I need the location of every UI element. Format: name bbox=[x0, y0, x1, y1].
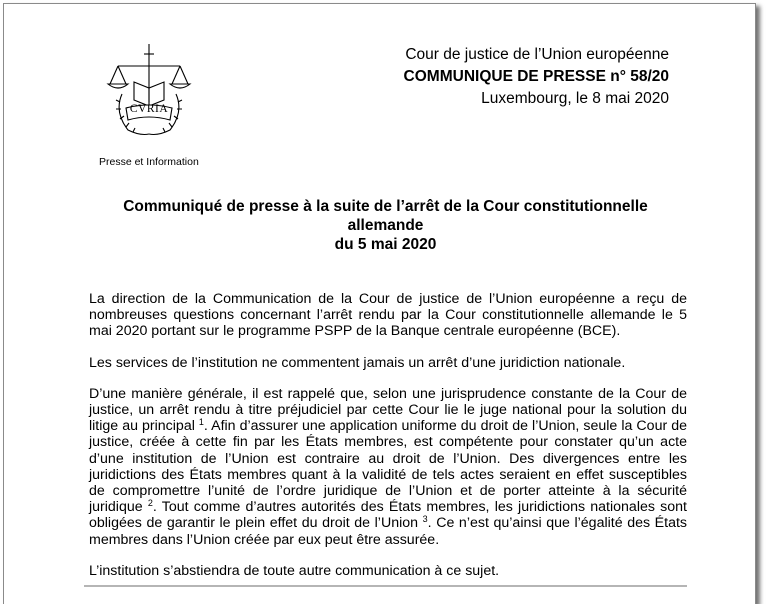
press-release-number: COMMUNIQUE DE PRESSE n° 58/20 bbox=[403, 68, 669, 85]
paragraph-3-part-b: . Afin d’assurer une application uniforme du droit de l’Union, seule la Cour de justice, créée à cette fin par les États membres, est compétente pour constater qu’un acte d’une institution de l’Union est contraire au droit de l’Union. Des divergences entre les juridictions des États membres quant à la validité de tels actes seraient en effet susceptibles de compromettre l’unité de l’ordre juridique de l’Union et de porter atteinte à la sécurité juridique bbox=[89, 418, 687, 516]
cvria-logo-icon bbox=[104, 42, 194, 142]
paragraph-2: Les services de l’institution ne commentent jamais un arrêt d’une juridiction nationale. bbox=[89, 354, 626, 371]
footnote-ref-2[interactable]: 2 bbox=[147, 498, 153, 509]
document-page bbox=[3, 3, 756, 604]
place-date: Luxembourg, le 8 mai 2020 bbox=[481, 90, 669, 107]
paragraph-3-part-c: . Tout comme d’autres autorités des États membres, les juridictions nationales sont obligées de garantir le plein effet du droit de l’Union bbox=[89, 499, 687, 532]
footer-divider bbox=[84, 585, 687, 587]
document-body bbox=[89, 291, 687, 594]
paragraph-3-part-a: D’une manière générale, il est rappelé que, selon une jurisprudence constante de la Cour de justice, un arrêt rendu à titre préjudiciel par cette Cour lie le juge national pour la solution du litige au principal bbox=[89, 385, 687, 435]
paragraph-3 bbox=[89, 386, 687, 548]
heading-line-1: Communiqué de presse à la suite de l’arrêt de la Cour constitutionnelle allemande bbox=[123, 198, 648, 234]
footnote-ref-3[interactable]: 3 bbox=[422, 514, 428, 525]
paragraph-1: La direction de la Communication de la Cour de justice de l’Union européenne a reçu de nombreuses questions concernant l’arrêt rendu par la Cour constitutionnelle allemande le 5 mai 2020 portant sur le programme PSPP de la Banque centrale européenne (BCE). bbox=[89, 291, 687, 340]
logo-text: CVRIA bbox=[129, 103, 169, 115]
court-name: Cour de justice de l’Union européenne bbox=[405, 46, 669, 63]
document-heading bbox=[84, 197, 687, 254]
paragraph-3-part-d: . Ce n’est qu’ainsi que l’égalité des États membres dans l’Union créée par eux peut être assurée. bbox=[89, 515, 687, 548]
press-header bbox=[404, 44, 669, 110]
paragraph-4: L’institution s’abstiendra de toute autre communication à ce sujet. bbox=[89, 562, 500, 579]
department-label: Presse et Information bbox=[99, 156, 199, 168]
footnote-ref-1[interactable]: 1 bbox=[198, 417, 204, 428]
heading-line-2: du 5 mai 2020 bbox=[334, 236, 437, 253]
